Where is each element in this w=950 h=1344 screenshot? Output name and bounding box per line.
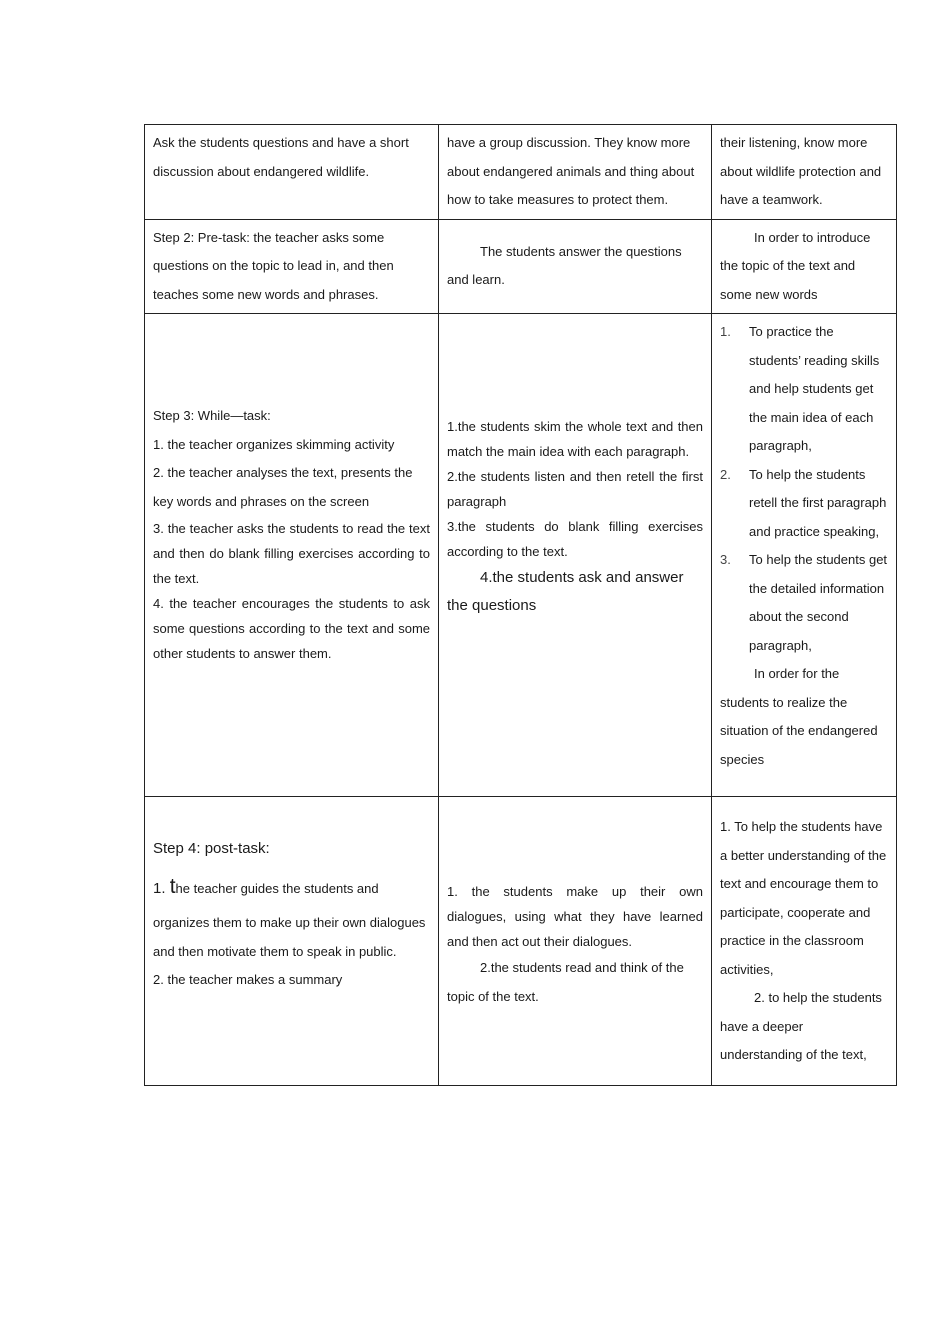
list-item: 3. the teacher asks the students to read the text and then do blank filling exercises according to the text. <box>153 521 430 586</box>
list-item: 4.the students ask and answer the questions <box>447 569 684 614</box>
list-item: 1. the students make up their own dialogues, using what they have learned and then act out their dialogues. <box>447 884 703 949</box>
list-item: 2. the teacher analyses the text, presents the key words and phrases on the screen <box>153 465 413 509</box>
purpose-list <box>720 318 888 660</box>
table-row <box>145 314 897 797</box>
table-row <box>145 219 897 314</box>
list-item: 1. the teacher organizes skimming activity <box>153 436 395 452</box>
cell-text: The students answer the questions and learn. <box>447 243 682 288</box>
list-item: 1. the teacher guides the students and <box>153 875 379 898</box>
step-heading: Step 4: post-task: <box>153 840 270 857</box>
teacher-activity-cell <box>145 797 439 1086</box>
student-activity-cell <box>439 125 712 220</box>
cell-text: have a group discussion. They know more about endangered animals and thing about how to take measures to protect them. <box>447 135 695 207</box>
list-item: 1.the students skim the whole text and then match the main idea with each paragraph. <box>447 419 703 459</box>
step-heading: Step 3: While—task: <box>153 408 271 423</box>
cell-text: Ask the students questions and have a short discussion about endangered wildlife. <box>153 135 409 179</box>
table-row <box>145 125 897 220</box>
cell-text: Step 2: Pre-task: the teacher asks some questions on the topic to lead in, and then teaches some new words and phrases. <box>153 229 394 302</box>
purpose-cell <box>712 219 897 314</box>
teacher-activity-cell <box>145 219 439 314</box>
list-item: 1. To help the students have a better understanding of the text and encourage them to participate, cooperate and practice in the classroom activities, <box>720 819 887 977</box>
list-item: 2.the students read and think of the topic of the text. <box>447 960 684 1004</box>
list-item: 2.the students listen and then retell the first paragraph <box>447 469 703 509</box>
list-item: 2. To help the students retell the first paragraph and practice speaking, <box>720 466 887 539</box>
cell-text: organizes them to make up their own dialogues and then motivate them to speak in public. <box>153 915 426 959</box>
student-activity-cell <box>439 219 712 314</box>
list-item: 3.the students do blank filling exercises according to the text. <box>447 519 703 559</box>
table-row <box>145 797 897 1086</box>
list-item: 3. To help the students get the detailed information about the second paragraph, <box>720 552 888 653</box>
list-item: 4. the teacher encourages the students to ask some questions according to the text and some other students to answer them. <box>153 596 430 661</box>
list-item: 2. to help the students have a deeper understanding of the text, <box>720 990 882 1062</box>
lesson-plan-table <box>144 124 897 1086</box>
purpose-cell <box>712 125 897 220</box>
cell-text: their listening, know more about wildlife protection and have a teamwork. <box>720 135 882 207</box>
list-item: 2. the teacher makes a summary <box>153 972 343 987</box>
list-item: 1. To practice the students’ reading skills and help students get the main idea of each paragraph, <box>720 324 880 453</box>
teacher-activity-cell <box>145 125 439 220</box>
cell-text: In order to introduce the topic of the text and some new words <box>720 229 871 302</box>
purpose-cell <box>712 314 897 797</box>
teacher-activity-cell <box>145 314 439 797</box>
student-activity-cell <box>439 797 712 1086</box>
purpose-cell <box>712 797 897 1086</box>
student-activity-cell <box>439 314 712 797</box>
cell-text: In order for the students to realize the situation of the endangered species <box>720 666 878 767</box>
